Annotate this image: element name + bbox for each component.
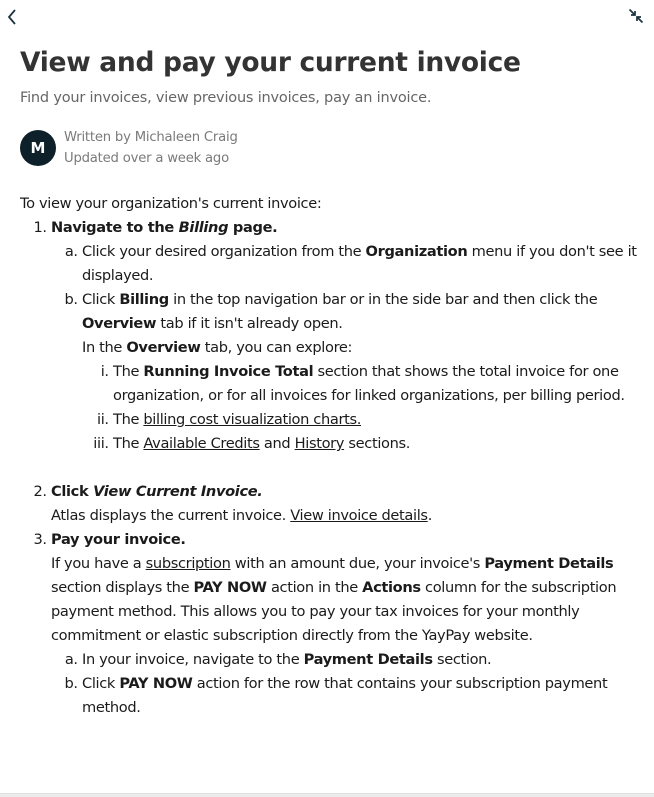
- text: and: [259, 435, 295, 452]
- step-2-title: Click: [51, 483, 94, 500]
- pay-now-term: PAY NOW: [193, 579, 267, 596]
- billing-emphasis: Billing: [178, 219, 229, 236]
- text: tab, you can explore:: [200, 339, 353, 356]
- step-3: [51, 528, 640, 720]
- text: Click: [82, 291, 120, 308]
- explore-list: [82, 360, 640, 456]
- explore-item-3: [113, 432, 640, 456]
- text: In your invoice, navigate to the: [82, 651, 304, 668]
- text: .: [427, 507, 432, 524]
- top-bar: [0, 0, 654, 36]
- organization-term: Organization: [365, 243, 468, 260]
- page-title: View and pay your current invoice: [20, 47, 521, 78]
- article-body: [20, 192, 640, 720]
- text: action for the row that contains your subscription payment method.: [82, 675, 608, 716]
- chevron-left-icon: [3, 7, 21, 27]
- step-1a: [82, 240, 640, 288]
- step-3b: [82, 672, 640, 720]
- steps-list: [20, 216, 640, 720]
- collapse-arrows-icon: [628, 8, 644, 24]
- step-1-title-end: page.: [228, 219, 278, 236]
- step-2-text: [51, 504, 640, 528]
- spacer: [82, 456, 640, 480]
- actions-term: Actions: [362, 579, 421, 596]
- billing-charts-link[interactable]: billing cost visualization charts.: [143, 411, 362, 428]
- overview-term: Overview: [126, 339, 201, 356]
- step-2: [51, 480, 640, 528]
- subscription-link[interactable]: subscription: [145, 555, 231, 572]
- author-info: [20, 127, 238, 169]
- text: action in the: [266, 579, 363, 596]
- view-current-invoice-emphasis: View Current Invoice.: [93, 483, 263, 500]
- overview-term: Overview: [82, 315, 157, 332]
- pay-now-term: PAY NOW: [119, 675, 193, 692]
- step-1-substeps: [51, 240, 640, 480]
- step-3-substeps: [51, 648, 640, 720]
- step-1-title: Navigate to the: [51, 219, 179, 236]
- text: tab if it isn't already open.: [156, 315, 343, 332]
- text: column for the subscription payment method. This allows you to pay your tax invoices for your monthly commitment or elastic subscription directly from the YayPay website.: [51, 579, 617, 644]
- collapse-button[interactable]: [628, 8, 644, 24]
- intro-text: To view your organization's current invoice:: [20, 195, 322, 212]
- payment-details-term: Payment Details: [484, 555, 614, 572]
- text: sections.: [344, 435, 411, 452]
- step-1: [51, 216, 640, 480]
- back-button[interactable]: [3, 7, 21, 27]
- text: The: [113, 435, 144, 452]
- text: with an amount due, your invoice's: [230, 555, 485, 572]
- text: in the top navigation bar or in the side bar and then click the: [168, 291, 598, 308]
- text: menu if you don't see it displayed.: [82, 243, 637, 284]
- text: In the: [82, 339, 127, 356]
- text: section that shows the total invoice for one organization, or for all invoices for linked organizations, per billing period.: [113, 363, 625, 404]
- updated-time: Updated over a week ago: [64, 151, 229, 166]
- text: Click your desired organization from the: [82, 243, 366, 260]
- step-3-title: Pay your invoice.: [51, 531, 186, 548]
- step-1b: [82, 288, 640, 480]
- view-invoice-details-link[interactable]: View invoice details: [290, 507, 428, 524]
- text: Click: [82, 675, 120, 692]
- explore-item-2: [113, 408, 640, 432]
- explore-item-1: [113, 360, 640, 408]
- step-3-text: [51, 552, 640, 648]
- text: section displays the: [51, 579, 194, 596]
- text: The: [113, 363, 144, 380]
- page-subtitle: Find your invoices, view previous invoices, pay an invoice.: [20, 90, 432, 106]
- bottom-divider: [0, 793, 654, 797]
- written-by: Written by Michaleen Craig: [64, 130, 238, 145]
- text: Atlas displays the current invoice.: [51, 507, 291, 524]
- explore-text: [82, 336, 640, 360]
- text: section.: [432, 651, 492, 668]
- history-link[interactable]: History: [294, 435, 345, 452]
- text: If you have a: [51, 555, 146, 572]
- available-credits-link[interactable]: Available Credits: [143, 435, 260, 452]
- payment-details-term: Payment Details: [303, 651, 433, 668]
- running-invoice-total-term: Running Invoice Total: [143, 363, 314, 380]
- step-3a: [82, 648, 640, 672]
- text: The: [113, 411, 144, 428]
- avatar: M: [20, 130, 56, 166]
- billing-term: Billing: [119, 291, 169, 308]
